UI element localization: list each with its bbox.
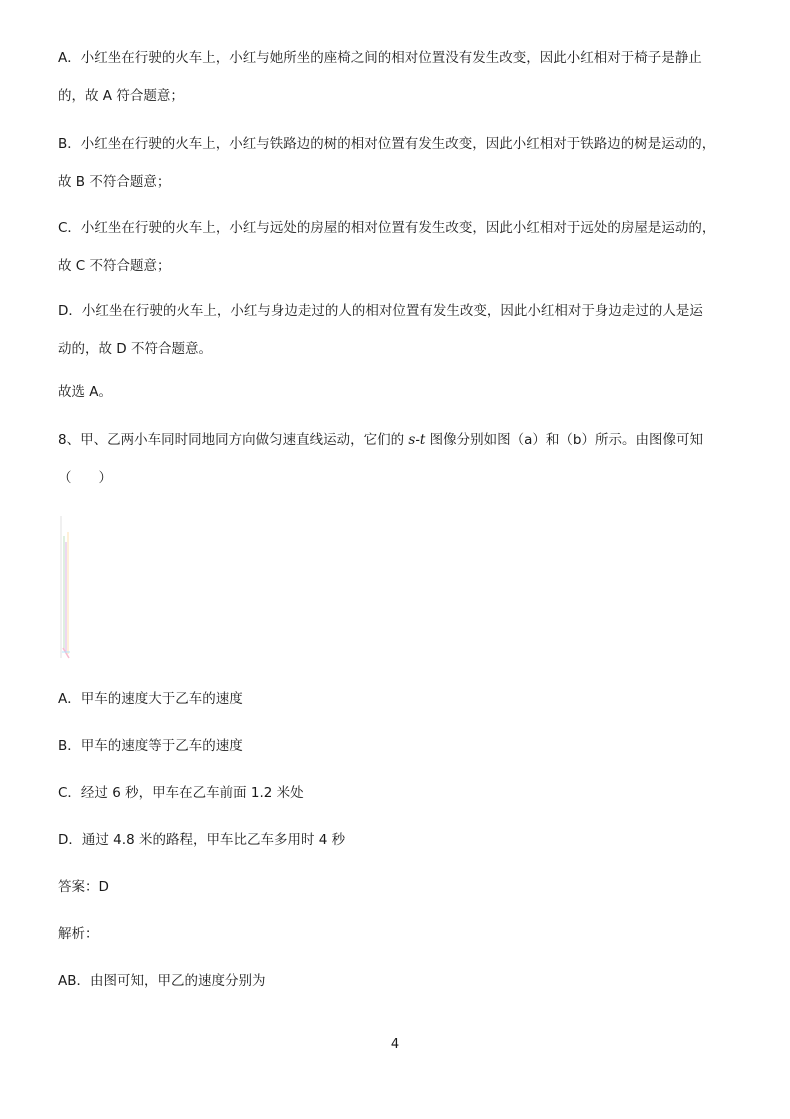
- text-line: 故 C 不符合题意；: [58, 258, 171, 274]
- answer: [58, 868, 748, 906]
- analysis-label-text: 解析：: [58, 926, 99, 942]
- text-line: 动的，故 D 不符合题意。: [58, 341, 212, 357]
- text-line: B．小红坐在行驶的火车上，小红与铁路边的树的相对位置有发生改变，因此小红相对于铁路边的树是运动的，: [58, 136, 716, 152]
- option-text: B．甲车的速度等于乙车的速度: [58, 738, 243, 754]
- text-line: C．小红坐在行驶的火车上，小红与远处的房屋的相对位置有发生改变，因此小红相对于远处的房屋是运动的，: [58, 220, 716, 236]
- option-text: A．甲车的速度大于乙车的速度: [58, 691, 243, 707]
- answer-blank: （ ）: [58, 470, 112, 486]
- option-c-explanation: [58, 209, 748, 285]
- option-text: D．通过 4.8 米的路程，甲车比乙车多用时 4 秒: [58, 832, 346, 848]
- analysis-text: [58, 962, 748, 1000]
- stem-after: 图像分别如图（a）和（b）所示。由图像可知: [425, 432, 703, 448]
- stem-before: 8、甲、乙两小车同时同地同方向做匀速直线运动，它们的: [58, 432, 409, 448]
- option-c: [58, 774, 748, 812]
- question-stem: [58, 421, 748, 497]
- option-d: [58, 821, 748, 859]
- analysis-label: [58, 915, 748, 953]
- text-line: 故选 A。: [58, 384, 113, 400]
- st-graph-image: [58, 512, 72, 662]
- text-line: 故 B 不符合题意；: [58, 174, 171, 190]
- option-text: C．经过 6 秒，甲车在乙车前面 1.2 米处: [58, 785, 304, 801]
- analysis-line: AB．由图可知，甲乙的速度分别为: [58, 973, 266, 989]
- text-line: A．小红坐在行驶的火车上，小红与她所坐的座椅之间的相对位置没有发生改变，因此小红相对于椅子是静止: [58, 50, 702, 66]
- st-math: s-t: [408, 432, 426, 448]
- question-stem-line: [58, 421, 748, 459]
- option-d-explanation: [58, 292, 748, 368]
- option-a: [58, 680, 748, 718]
- option-b: [58, 727, 748, 765]
- page-number: 4: [390, 1037, 400, 1052]
- conclusion: [58, 373, 748, 411]
- option-b-explanation: [58, 125, 748, 201]
- answer-text: 答案：D: [58, 879, 109, 895]
- text-line: D．小红坐在行驶的火车上，小红与身边走过的人的相对位置有发生改变，因此小红相对于身边走过的人是运: [58, 303, 703, 319]
- option-a-explanation: [58, 39, 748, 115]
- text-line: 的，故 A 符合题意；: [58, 88, 184, 104]
